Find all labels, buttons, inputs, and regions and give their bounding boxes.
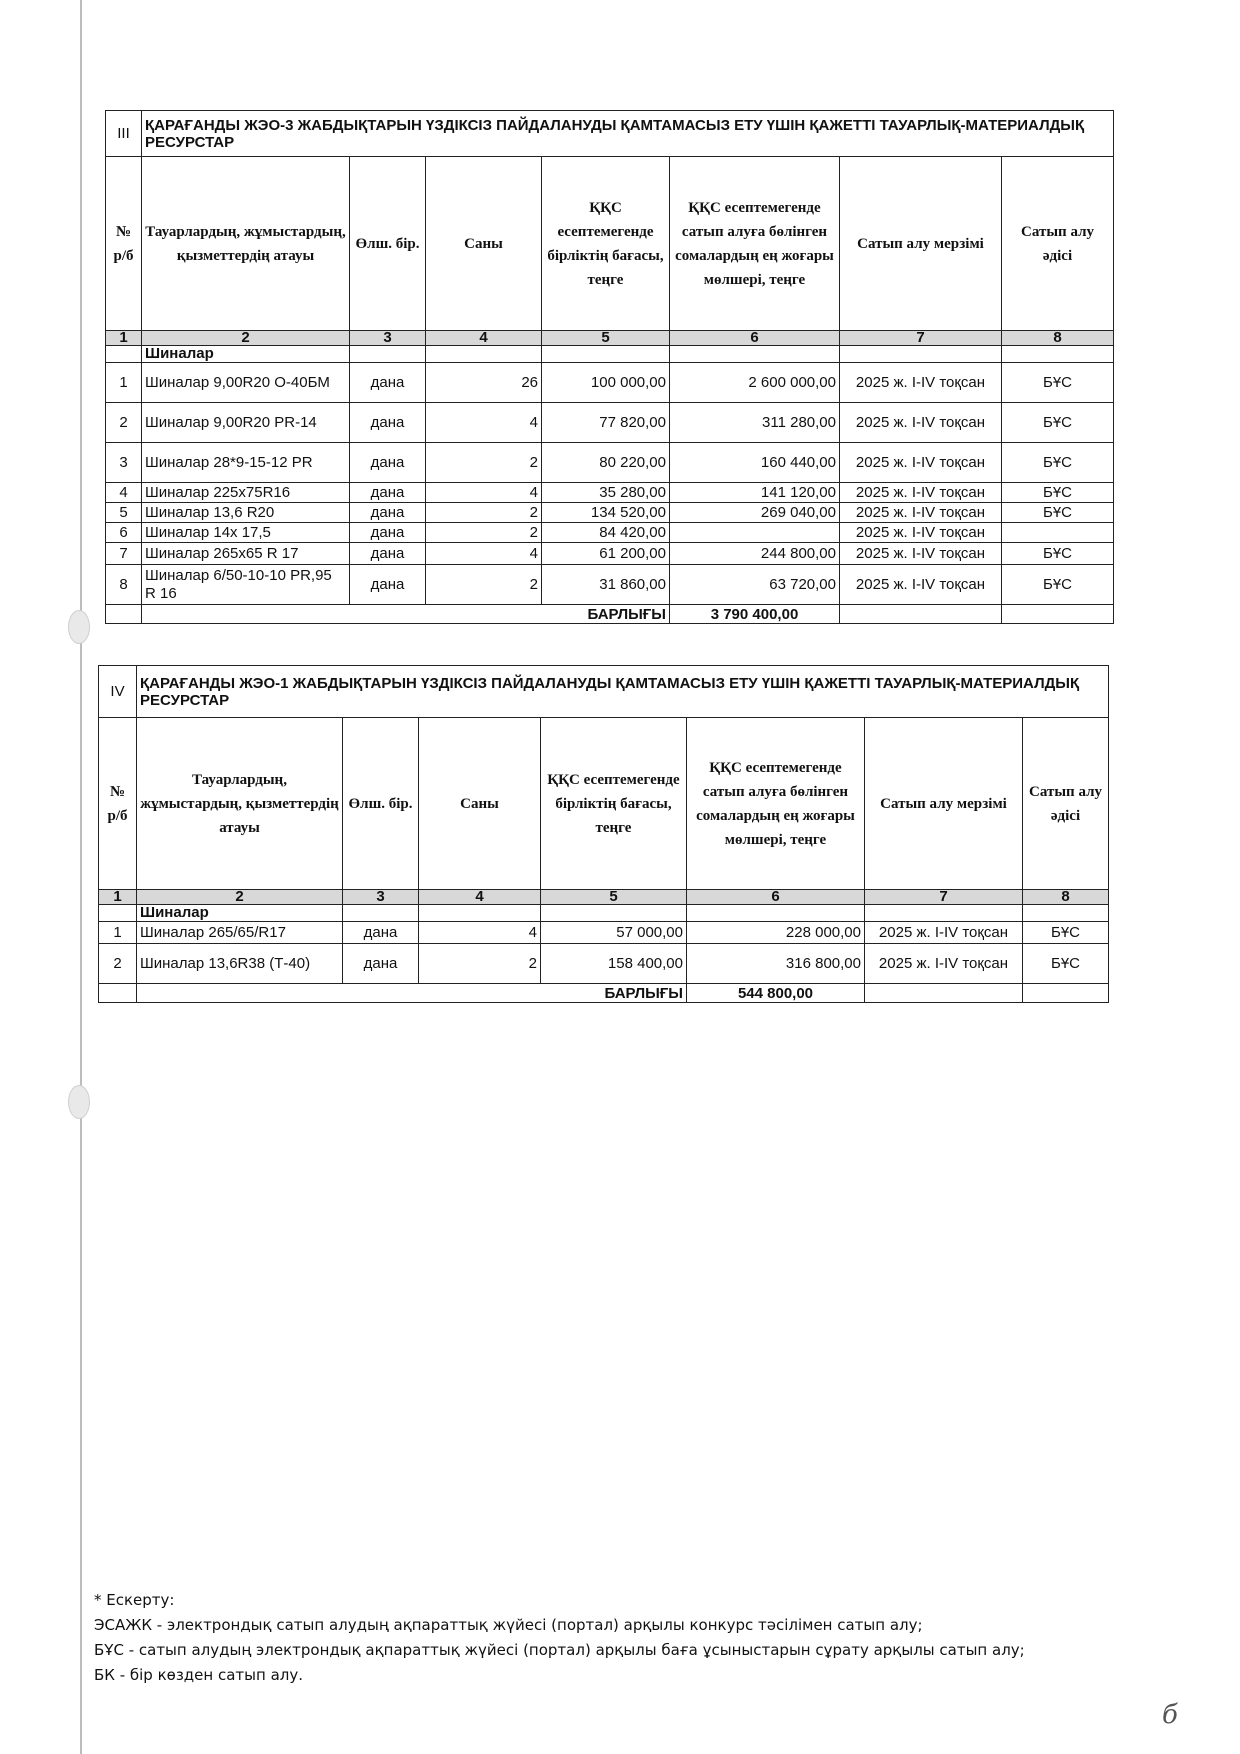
row-term: 2025 ж. I-IV тоқсан — [840, 403, 1002, 443]
row-qty: 4 — [419, 922, 541, 944]
row-price: 77 820,00 — [542, 403, 670, 443]
row-qty: 2 — [426, 523, 542, 543]
row-amount: 141 120,00 — [670, 483, 840, 503]
row-unit: дана — [343, 922, 419, 944]
table-row — [106, 503, 1114, 523]
row-price: 100 000,00 — [542, 363, 670, 403]
row-method: БҰС — [1002, 443, 1114, 483]
column-number: 1 — [99, 890, 137, 905]
category-label: Шиналар — [142, 346, 350, 363]
row-no: 2 — [99, 944, 137, 984]
row-price: 57 000,00 — [541, 922, 687, 944]
row-unit: дана — [350, 543, 426, 565]
header-name: Тауарлардың, жұмыстардың, қызметтердің атауы — [137, 718, 343, 890]
punch-hole — [68, 610, 90, 644]
row-unit: дана — [350, 503, 426, 523]
row-term: 2025 ж. I-IV тоқсан — [840, 443, 1002, 483]
row-method: БҰС — [1023, 922, 1109, 944]
section-table — [105, 110, 1114, 624]
column-number: 3 — [343, 890, 419, 905]
row-no: 5 — [106, 503, 142, 523]
row-amount: 269 040,00 — [670, 503, 840, 523]
table-row — [106, 523, 1114, 543]
header-unit: Өлш. бір. — [343, 718, 419, 890]
row-qty: 2 — [426, 443, 542, 483]
row-qty: 4 — [426, 403, 542, 443]
section-table — [98, 665, 1109, 1003]
row-price: 31 860,00 — [542, 565, 670, 605]
section-title: ҚАРАҒАНДЫ ЖЭО-3 ЖАБДЫҚТАРЫН ҮЗДІКСІЗ ПАЙДАЛАНУДЫ ҚАМТАМАСЫЗ ЕТУ ҮШІН ҚАЖЕТТІ ТАУАРЛЫҚ-МАТЕРИАЛДЫҚ РЕСУРСТАР — [142, 111, 1114, 157]
row-term: 2025 ж. I-IV тоқсан — [840, 503, 1002, 523]
column-number: 4 — [419, 890, 541, 905]
row-no: 1 — [106, 363, 142, 403]
row-amount: 2 600 000,00 — [670, 363, 840, 403]
total-row — [106, 605, 1114, 624]
row-name: Шиналар 9,00R20 PR-14 — [142, 403, 350, 443]
total-label: БАРЛЫҒЫ — [137, 984, 687, 1003]
row-name: Шиналар 225х75R16 — [142, 483, 350, 503]
row-price: 84 420,00 — [542, 523, 670, 543]
row-unit: дана — [350, 565, 426, 605]
row-no: 8 — [106, 565, 142, 605]
row-name: Шиналар 265/65/R17 — [137, 922, 343, 944]
category-blank — [106, 346, 142, 363]
row-no: 6 — [106, 523, 142, 543]
header-name: Тауарлардың, жұмыстардың, қызметтердің атауы — [142, 157, 350, 331]
row-name: Шиналар 14х 17,5 — [142, 523, 350, 543]
category-label: Шиналар — [137, 905, 343, 922]
row-unit: дана — [350, 483, 426, 503]
row-name: Шиналар 13,6 R20 — [142, 503, 350, 523]
row-price: 35 280,00 — [542, 483, 670, 503]
row-term: 2025 ж. I-IV тоқсан — [840, 363, 1002, 403]
column-number: 7 — [840, 331, 1002, 346]
column-number: 6 — [687, 890, 865, 905]
header-qty: Саны — [419, 718, 541, 890]
table-row — [106, 403, 1114, 443]
column-number: 4 — [426, 331, 542, 346]
table-row — [99, 944, 1109, 984]
row-price: 61 200,00 — [542, 543, 670, 565]
header-amount: ҚҚС есептемегенде сатып алуға бөлінген сомалардың ең жоғары мөлшері, теңге — [687, 718, 865, 890]
header-term: Сатып алу мерзімі — [865, 718, 1023, 890]
row-qty: 2 — [419, 944, 541, 984]
page-number-handwritten: б — [1162, 1700, 1178, 1730]
row-name: Шиналар 13,6R38 (Т-40) — [137, 944, 343, 984]
row-amount: 228 000,00 — [687, 922, 865, 944]
column-number: 7 — [865, 890, 1023, 905]
row-unit: дана — [350, 363, 426, 403]
row-amount: 160 440,00 — [670, 443, 840, 483]
row-method: БҰС — [1002, 503, 1114, 523]
row-qty: 2 — [426, 565, 542, 605]
row-qty: 4 — [426, 483, 542, 503]
notes-heading: * Ескерту: — [94, 1591, 175, 1609]
column-number: 2 — [137, 890, 343, 905]
note-line: ЭСАЖК - электрондық сатып алудың ақпараттық жүйесі (портал) арқылы конкурс тәсілімен сатып алу; — [94, 1616, 923, 1634]
header-qty: Саны — [426, 157, 542, 331]
header-price: ҚҚС есептемегенде бірліктің бағасы, теңге — [541, 718, 687, 890]
row-price: 158 400,00 — [541, 944, 687, 984]
row-no: 7 — [106, 543, 142, 565]
row-method: БҰС — [1002, 363, 1114, 403]
total-row — [99, 984, 1109, 1003]
column-number: 1 — [106, 331, 142, 346]
table-row — [106, 443, 1114, 483]
row-name: Шиналар 265х65 R 17 — [142, 543, 350, 565]
row-no: 3 — [106, 443, 142, 483]
row-method: БҰС — [1002, 403, 1114, 443]
header-method: Сатып алу әдісі — [1023, 718, 1109, 890]
row-term: 2025 ж. I-IV тоқсан — [865, 922, 1023, 944]
row-amount: 311 280,00 — [670, 403, 840, 443]
row-name: Шиналар 9,00R20 О-40БМ — [142, 363, 350, 403]
section-number: III — [106, 111, 142, 157]
row-method: БҰС — [1002, 483, 1114, 503]
row-unit: дана — [350, 523, 426, 543]
row-term: 2025 ж. I-IV тоқсан — [840, 483, 1002, 503]
row-qty: 4 — [426, 543, 542, 565]
row-amount — [670, 523, 840, 543]
row-method: БҰС — [1002, 543, 1114, 565]
column-number: 8 — [1002, 331, 1114, 346]
header-term: Сатып алу мерзімі — [840, 157, 1002, 331]
row-no: 4 — [106, 483, 142, 503]
row-method — [1002, 523, 1114, 543]
section-title: ҚАРАҒАНДЫ ЖЭО-1 ЖАБДЫҚТАРЫН ҮЗДІКСІЗ ПАЙДАЛАНУДЫ ҚАМТАМАСЫЗ ЕТУ ҮШІН ҚАЖЕТТІ ТАУАРЛЫҚ-МАТЕРИАЛДЫҚ РЕСУРСТАР — [137, 666, 1109, 718]
row-price: 80 220,00 — [542, 443, 670, 483]
note-line: БК - бір көзден сатып алу. — [94, 1666, 304, 1684]
row-method: БҰС — [1023, 944, 1109, 984]
header-no: № р/б — [99, 718, 137, 890]
total-value: 544 800,00 — [687, 984, 865, 1003]
column-number: 8 — [1023, 890, 1109, 905]
table-row — [106, 543, 1114, 565]
note-line: БҰС - сатып алудың электрондық ақпараттық жүйесі (портал) арқылы баға ұсыныстарын сұрату арқылы сатып алу; — [94, 1641, 1025, 1659]
column-number: 3 — [350, 331, 426, 346]
row-unit: дана — [350, 403, 426, 443]
category-blank — [99, 905, 137, 922]
table-row — [106, 565, 1114, 605]
page-margin-line — [80, 0, 82, 1754]
total-label: БАРЛЫҒЫ — [142, 605, 670, 624]
column-number: 5 — [541, 890, 687, 905]
table-row — [106, 483, 1114, 503]
column-number: 5 — [542, 331, 670, 346]
row-qty: 26 — [426, 363, 542, 403]
column-number: 2 — [142, 331, 350, 346]
row-name: Шиналар 28*9-15-12 PR — [142, 443, 350, 483]
row-term: 2025 ж. I-IV тоқсан — [865, 944, 1023, 984]
column-number: 6 — [670, 331, 840, 346]
table-row — [106, 363, 1114, 403]
header-price: ҚҚС есептемегенде бірліктің бағасы, теңге — [542, 157, 670, 331]
notes-block — [94, 1588, 1025, 1688]
row-amount: 316 800,00 — [687, 944, 865, 984]
row-qty: 2 — [426, 503, 542, 523]
table-row — [99, 922, 1109, 944]
punch-hole — [68, 1085, 90, 1119]
row-term: 2025 ж. I-IV тоқсан — [840, 565, 1002, 605]
row-name: Шиналар 6/50-10-10 PR,95 R 16 — [142, 565, 350, 605]
section-number: IV — [99, 666, 137, 718]
row-term: 2025 ж. I-IV тоқсан — [840, 523, 1002, 543]
total-value: 3 790 400,00 — [670, 605, 840, 624]
header-amount: ҚҚС есептемегенде сатып алуға бөлінген сомалардың ең жоғары мөлшері, теңге — [670, 157, 840, 331]
row-price: 134 520,00 — [542, 503, 670, 523]
header-method: Сатып алу әдісі — [1002, 157, 1114, 331]
row-unit: дана — [350, 443, 426, 483]
row-no: 1 — [99, 922, 137, 944]
row-amount: 244 800,00 — [670, 543, 840, 565]
header-unit: Өлш. бір. — [350, 157, 426, 331]
row-method: БҰС — [1002, 565, 1114, 605]
row-amount: 63 720,00 — [670, 565, 840, 605]
row-no: 2 — [106, 403, 142, 443]
row-unit: дана — [343, 944, 419, 984]
header-no: № р/б — [106, 157, 142, 331]
row-term: 2025 ж. I-IV тоқсан — [840, 543, 1002, 565]
